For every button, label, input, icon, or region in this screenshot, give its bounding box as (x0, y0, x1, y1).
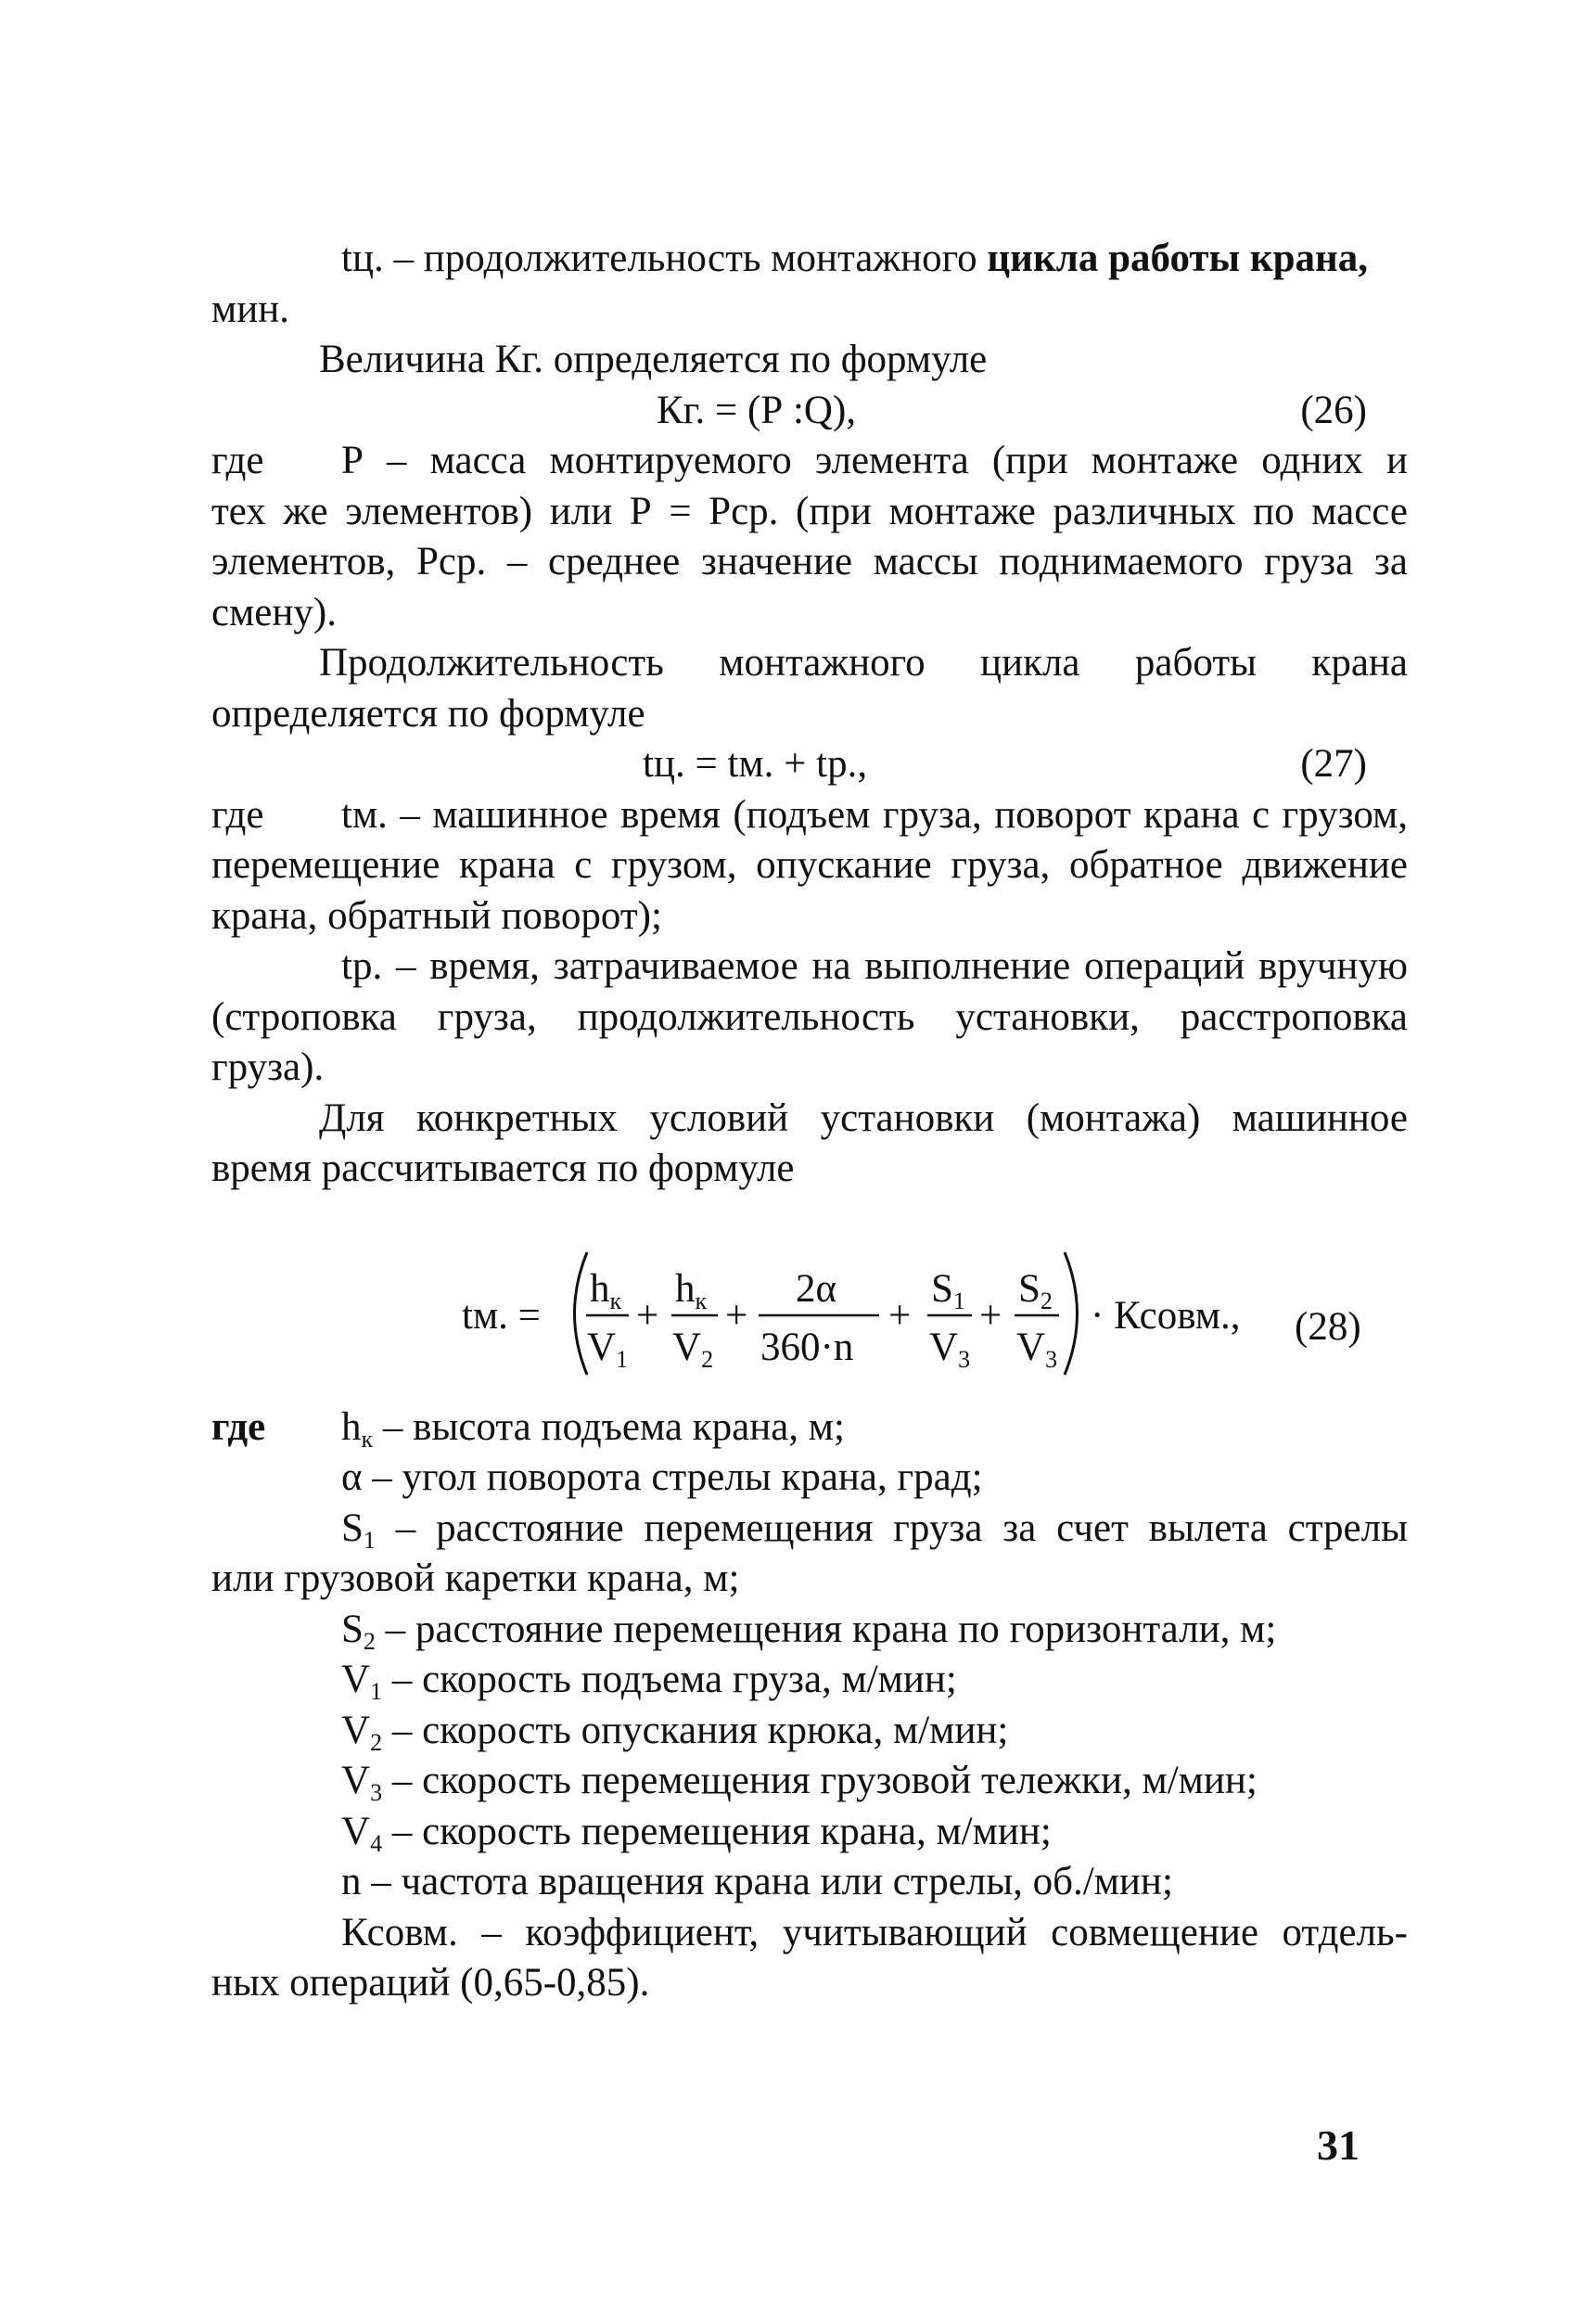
term5-den: V3 (1016, 1325, 1058, 1373)
plus-2: + (725, 1293, 748, 1338)
text-span: tц. – продолжительность монтажного (341, 237, 988, 280)
paragraph-tc-line2: мин. (211, 287, 289, 331)
paragraph-tm-definition (211, 790, 1408, 841)
def-s1-wrap: или грузовой каретки крана, м; (211, 1557, 740, 1600)
def-v1 (341, 1655, 1408, 1706)
def-hk-line (341, 1403, 1408, 1454)
formula-28-number: (28) (1295, 1304, 1361, 1349)
formula-27-number: (27) (1300, 742, 1367, 786)
formula-28 (211, 1232, 1408, 1390)
subscript: 3 (370, 1779, 383, 1806)
def-n: n – частота вращения крана или стрелы, об./мин; (341, 1860, 1173, 1903)
paragraph-p-definition (211, 436, 1408, 487)
paragraph-machine-time-line1: Для конкретных условий установки (монтажа) машинное (319, 1095, 1408, 1140)
def-v3 (341, 1756, 1408, 1807)
subscript: к (361, 1425, 374, 1453)
subscript: 2 (363, 1627, 376, 1655)
formula-28-lhs: tм. = (462, 1293, 541, 1338)
page-number: 31 (1317, 2121, 1360, 2169)
def-text: – скорость перемещения крана, м/мин; (382, 1809, 1052, 1853)
term1-den: V1 (587, 1325, 629, 1373)
gde-label: где (211, 1404, 266, 1449)
symbol: V (341, 1708, 371, 1752)
subscript: 1 (363, 1526, 376, 1554)
formula-27-body: tц. = tм. + tр., (643, 742, 868, 786)
term4-den: V3 (929, 1325, 971, 1373)
def-s1 (341, 1504, 1408, 1555)
def-text: – высота подъема крана, м; (373, 1404, 845, 1449)
tm-def-line3: крана, обратный поворот); (211, 893, 662, 938)
term3-num: 2α (796, 1266, 837, 1311)
symbol: V (341, 1658, 371, 1701)
term5-num: S2 (1018, 1266, 1053, 1314)
formula-28-factor: · Ксовм., (1091, 1293, 1241, 1338)
term2-num: hк (675, 1266, 708, 1314)
term2-den: V2 (672, 1325, 714, 1373)
paragraph-cycle-line1: Продолжительность монтажного цикла работы крана (319, 641, 1408, 685)
plus-1: + (636, 1293, 659, 1338)
right-paren (1065, 1252, 1078, 1375)
term3-den: 360·n (760, 1325, 854, 1369)
def-hk (211, 1403, 1408, 1454)
def-v4 (341, 1807, 1408, 1858)
symbol: S (341, 1505, 364, 1550)
gde-label: где (211, 792, 264, 837)
tr-def-line2: (строповка груза, продолжительность установки, расстроповка (211, 994, 1408, 1039)
p-def-line2: тех же элементов) или Р = Рср. (при монтаже различных по массе (211, 489, 1408, 533)
formula-27 (211, 739, 1408, 790)
paragraph-kg-intro: Величина Кг. определяется по формуле (319, 338, 988, 381)
def-alpha: α – угол поворота стрелы крана, град; (341, 1455, 983, 1499)
formula-28-graphic (211, 1232, 1408, 1390)
formula-26-number: (26) (1300, 388, 1367, 432)
def-v2 (341, 1706, 1408, 1757)
tr-def-line1: tр. – время, затрачиваемое на выполнение операций вручную (341, 944, 1408, 988)
p-def-line3: элементов, Рср. – среднее значение массы поднимаемого груза за (211, 540, 1408, 583)
term4-num: S1 (931, 1266, 965, 1314)
left-paren (575, 1252, 588, 1375)
bold-text-span: цикла работы крана, (987, 237, 1369, 280)
def-s2 (341, 1605, 1408, 1656)
def-text: – расстояние перемещения груза за счет вылета стрелы (375, 1505, 1408, 1550)
paragraph-tc-line1 (341, 234, 1408, 285)
paragraph-cycle-line2: определяется по формуле (211, 691, 645, 736)
def-text: – скорость перемещения грузовой тележки, м/мин; (382, 1759, 1258, 1802)
p-def-line1: Р – масса монтируемого элемента (при монтаже одних и (341, 439, 1408, 482)
symbol: V (341, 1759, 371, 1802)
def-text: – скорость опускания крюка, м/мин; (382, 1708, 1009, 1752)
tr-def-line3: груза). (211, 1045, 325, 1089)
def-text: – скорость подъема груза, м/мин; (382, 1658, 957, 1701)
p-def-line4: смену). (211, 590, 337, 634)
def-text: – расстояние перемещения крана по горизонтали, м; (375, 1607, 1277, 1651)
symbol: h (341, 1404, 362, 1449)
symbol: S (341, 1607, 364, 1651)
subscript: 4 (370, 1829, 383, 1857)
def-k-wrap: ных операций (0,65-0,85). (211, 1961, 650, 2005)
subscript: 1 (370, 1678, 383, 1705)
gde-label: где (211, 439, 264, 482)
symbol: V (341, 1809, 371, 1853)
formula-26-body: Кг. = (Р :Q), (657, 388, 857, 432)
term1-num: hк (590, 1266, 622, 1314)
variable-definitions (211, 1403, 1408, 2009)
formula-26 (211, 386, 1408, 437)
tm-def-line1: tм. – машинное время (подъем груза, поворот крана с грузом, (341, 792, 1408, 837)
plus-3: + (888, 1293, 912, 1338)
body-text (211, 234, 1408, 2009)
plus-4: + (979, 1293, 1002, 1338)
tm-def-line2: перемещение крана с грузом, опускание груза, обратное движение (211, 843, 1408, 887)
subscript: 2 (370, 1728, 383, 1756)
def-k: Ксовм. – коэффициент, учитывающий совмещение отдель- (341, 1910, 1408, 1954)
paragraph-machine-time-line2: время рассчитывается по формуле (211, 1147, 795, 1190)
